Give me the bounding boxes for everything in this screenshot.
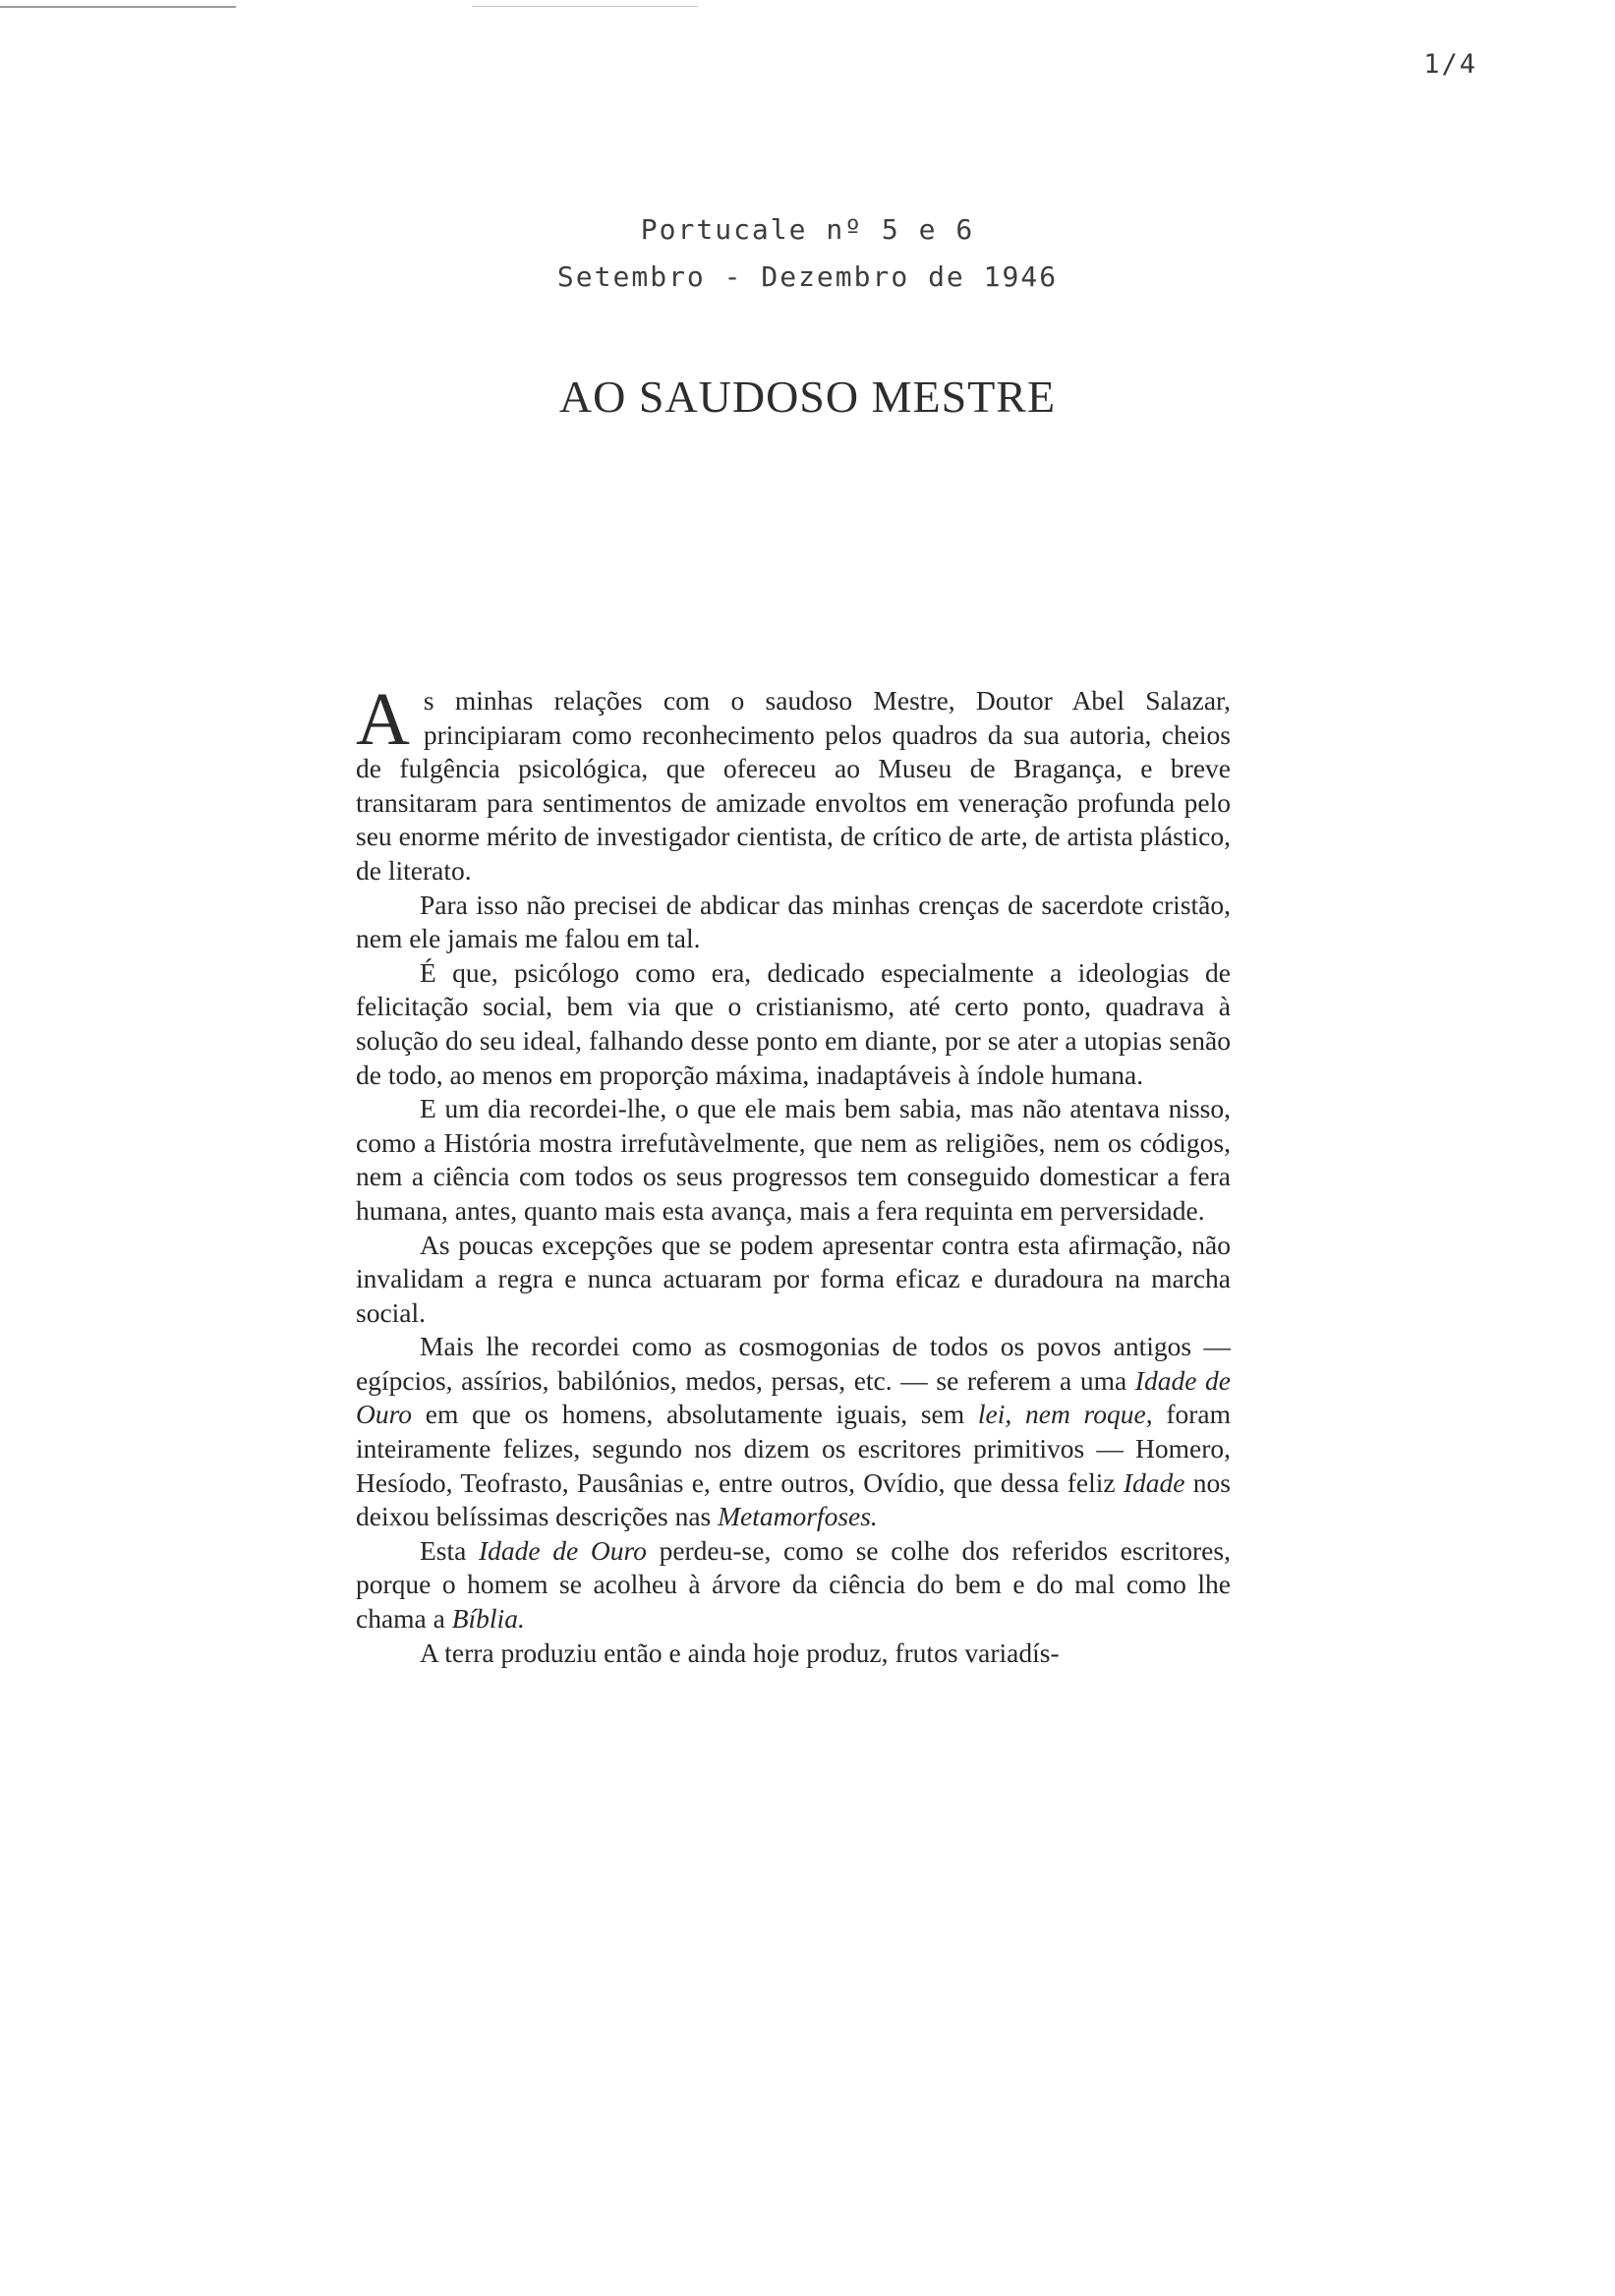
publication-line: Portucale nº 5 e 6 (640, 213, 975, 246)
paragraph-text: em que os homens, absolutamente iguais, sem (412, 1399, 978, 1430)
drop-cap: A (356, 678, 410, 761)
scan-edge-mark (472, 6, 698, 7)
italic-phrase: Idade de Ouro (479, 1534, 647, 1566)
article-title: AO SAUDOSO MESTRE (558, 372, 1057, 422)
paragraph-text: nos deixou belíssimas descrições nas (356, 1466, 1232, 1532)
paragraph: E um dia recordei-lhe, o que ele mais bem sabia, mas não atentava nisso, como a História mostra irrefutàvelmente, que nem as religiões, nem os códigos, nem a ciência com todos os seus progressos tem conseguido domesticar a fera humana, antes, quanto mais esta avança, mais a fera requinta em perversidade. (356, 1093, 1231, 1226)
paragraph: As poucas excepções que se podem apresentar contra esta afirmação, não invalidam a regra e nunca actuaram por forma eficaz e duradoura na marcha social. (356, 1229, 1231, 1328)
paragraph: Para isso não precisei de abdicar das minhas crenças de sacerdote cristão, nem ele jamais me falou em tal. (356, 889, 1231, 954)
italic-phrase: Metamorfoses. (718, 1501, 878, 1532)
paragraph-text: perdeu-se, como se colhe dos referidos escritores, porque o homem se acolheu à árvore da ciência do bem e do mal como lhe chama a (356, 1534, 1231, 1635)
paragraph: A terra produziu então e ainda hoje produz, frutos variadís- (420, 1636, 1060, 1668)
paragraph-text: Esta (420, 1534, 479, 1566)
paragraph-text: foram inteiramente felizes, segundo nos dizem os escritores primitivos — Homero, Hesíodo, Teofrasto, Pausânias e, entre outros, Ovídio, que dessa feliz (356, 1399, 1231, 1498)
italic-phrase: Bíblia. (451, 1603, 525, 1635)
article-body (356, 678, 1232, 1670)
page-number: 1/4 (1423, 49, 1477, 80)
paragraph-text: s minhas relações com o saudoso Mestre, Doutor Abel Salazar, principiaram como reconhecimento pelos quadros da sua autoria, cheios de fulgência psicológica, que ofereceu ao Museu de Bragança, e breve transitaram para sentimentos de amizade envoltos em veneração profunda pelo seu enorme mérito de investigador cientista, de crítico de arte, de artista plástico, de literato. (356, 685, 1231, 886)
paragraph (356, 678, 1231, 889)
italic-phrase: Idade (1123, 1466, 1185, 1498)
paragraph: É que, psicólogo como era, dedicado especialmente a ideologias de felicitação social, bem via que o cristianismo, até certo ponto, quadrava à solução do seu ideal, falhando desse ponto em diante, por se ater a utopias senão de todo, ao menos em proporção máxima, inadaptáveis à índole humana. (356, 956, 1231, 1090)
italic-phrase: Idade de Ouro (356, 1364, 1231, 1430)
paragraph (356, 1330, 1231, 1534)
paragraph (356, 1534, 1231, 1636)
paragraph-text: Mais lhe recordei como as cosmogonias de todos os povos antigos — egípcios, assírios, babilónios, medos, persas, etc. — se referem a uma (356, 1331, 1231, 1396)
scan-edge-mark (0, 6, 236, 8)
italic-phrase: lei, nem roque, (977, 1399, 1153, 1430)
date-line: Setembro - Dezembro de 1946 (556, 260, 1059, 293)
